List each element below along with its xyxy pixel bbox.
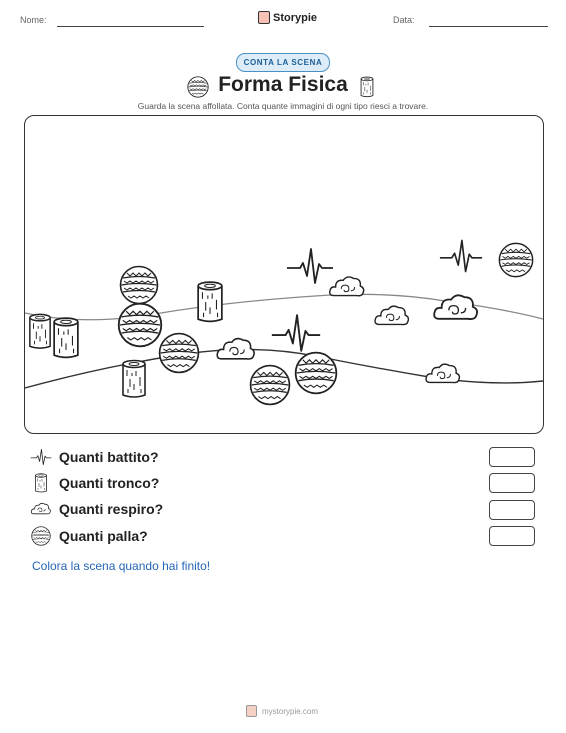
heartbeat-icon [440,240,482,271]
ball-icon [499,243,532,276]
breath-cloud-icon [30,498,52,520]
answer-box-ball[interactable] [489,526,535,546]
brand-logo [258,11,317,24]
cloud-icon [330,277,364,296]
name-line[interactable] [57,26,204,27]
heartbeat-icon [30,446,52,468]
log-icon [123,361,145,398]
ball-icon [296,353,337,394]
question-log [30,471,159,495]
answer-box-breath[interactable] [489,500,535,520]
storypie-logo-icon [258,11,270,24]
log-icon [360,76,374,98]
site-url[interactable]: mystorypie.com [262,706,319,716]
cloud-icon [375,306,408,324]
coloring-note: Colora la scena quando hai finito! [32,559,211,573]
site-footer [246,705,318,717]
ball-icon [119,304,162,347]
answer-box-heartbeat[interactable] [489,447,535,467]
question-ball [30,524,148,548]
cloud-icon [426,364,459,382]
log-icon [30,314,50,348]
heartbeat-icon [287,249,333,283]
activity-badge: CONTA LA SCENA [236,53,330,72]
instructions: Guarda la scena affollata. Conta quante immagini di ogni tipo riesci a trovare. [137,101,429,111]
date-label: Data: [393,15,415,25]
question-text: Quanti battito? [59,449,159,465]
ball-icon [30,525,52,547]
counting-scene [24,115,544,434]
cloud-icon [434,295,477,319]
log-icon [54,318,78,357]
question-text: Quanti tronco? [59,475,160,491]
storypie-logo-icon [246,705,257,717]
brand-name: Storypie [273,11,318,24]
log-icon [198,282,222,321]
name-label: Nome: [20,15,47,25]
heartbeat-icon [272,315,320,351]
ball-icon [251,366,290,405]
ball-icon [160,334,199,373]
cloud-icon [217,339,254,359]
date-line[interactable] [429,26,548,27]
ball-icon [121,267,158,304]
question-text: Quanti respiro? [59,501,164,517]
answer-box-log[interactable] [489,473,535,493]
question-text: Quanti palla? [59,528,148,544]
question-breath [30,497,163,521]
page-title: Forma Fisica [218,73,348,96]
log-icon [30,472,52,494]
question-heartbeat [30,445,159,469]
